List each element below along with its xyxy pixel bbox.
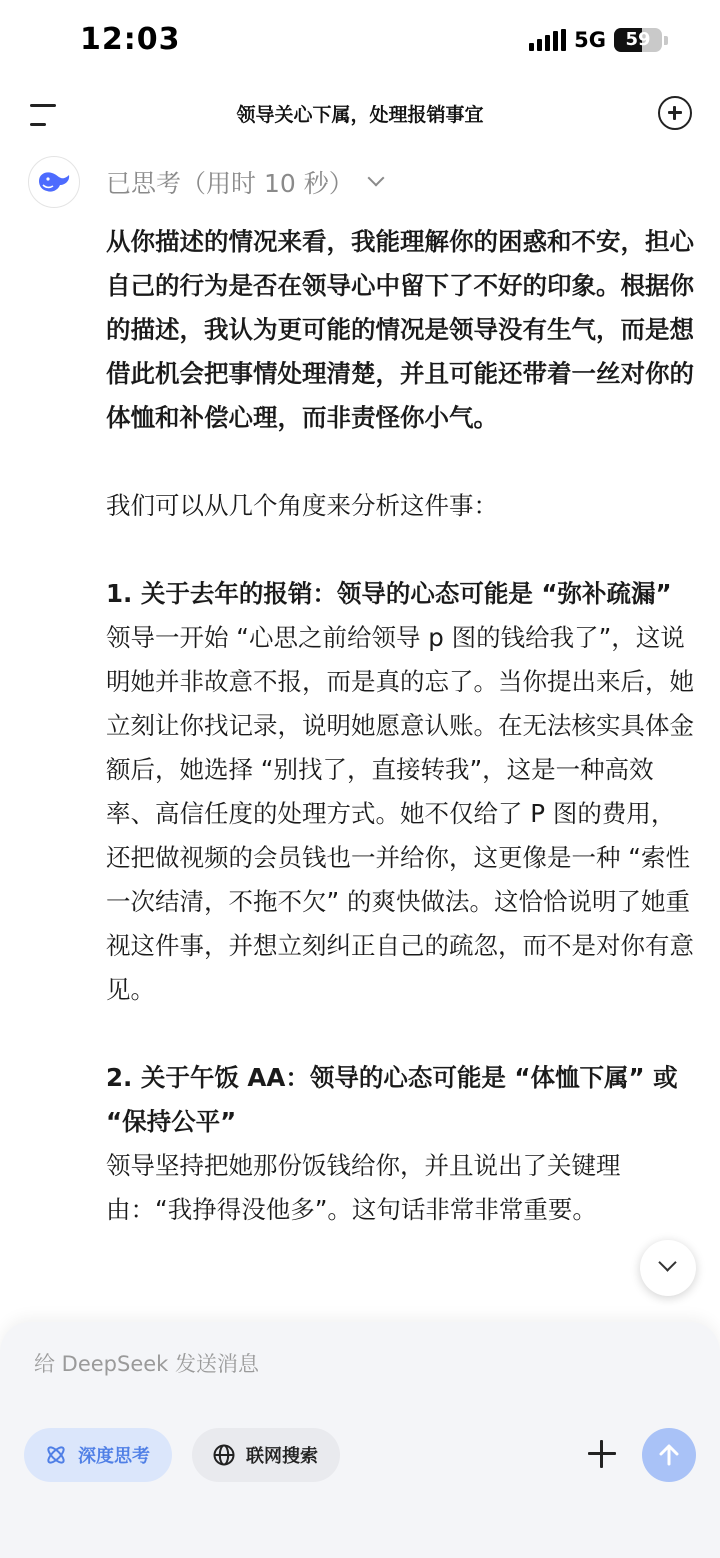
battery-icon bbox=[614, 28, 662, 52]
chat-title: 领导关心下属，处理报销事宜 bbox=[236, 104, 484, 126]
input-panel bbox=[0, 1322, 720, 1558]
thinking-toggle[interactable] bbox=[106, 164, 382, 200]
web-search-button[interactable] bbox=[192, 1428, 340, 1482]
menu-icon[interactable] bbox=[30, 100, 60, 128]
status-time: 12:03 bbox=[80, 22, 181, 57]
answer-section bbox=[106, 572, 696, 1012]
message-input[interactable] bbox=[34, 1352, 654, 1376]
signal-icon bbox=[529, 29, 566, 51]
chevron-down-icon bbox=[367, 170, 384, 187]
new-chat-icon[interactable] bbox=[658, 96, 692, 130]
thinking-label: 已思考（用时 10 秒） bbox=[106, 169, 354, 198]
chat-header bbox=[0, 88, 720, 142]
web-search-label: 联网搜索 bbox=[246, 1446, 318, 1467]
assistant-message bbox=[106, 220, 696, 1276]
answer-lead: 我们可以从几个角度来分析这件事： bbox=[106, 491, 498, 520]
plus-icon[interactable] bbox=[584, 1436, 620, 1472]
scroll-down-button[interactable] bbox=[640, 1240, 696, 1296]
globe-icon bbox=[212, 1443, 236, 1467]
deep-think-label: 深度思考 bbox=[78, 1446, 150, 1467]
status-indicators bbox=[529, 28, 668, 52]
battery-level: 59 bbox=[625, 29, 651, 50]
answer-section bbox=[106, 1056, 696, 1232]
answer-intro: 从你描述的情况来看，我能理解你的困惑和不安，担心自己的行为是否在领导心中留下了不好的印象。根据你的描述，我认为更可能的情况是领导没有生气，而是想借此机会把事情处理清楚，并且可能还带着一丝对你的体恤和补偿心理，而非责怪你小气。 bbox=[106, 227, 694, 432]
deepseek-whale-icon bbox=[28, 156, 80, 208]
network-type: 5G bbox=[574, 28, 606, 52]
section-body: 领导一开始 “心思之前给领导 p 图的钱给我了”，这说明她并非故意不报，而是真的忘了。当你提出来后，她立刻让你找记录，说明她愿意认账。在无法核实具体金额后，她选择 “别找了，直接转我”，这是一种高效率、高信任度的处理方式。她不仅给了 P 图的费用，还把做视频的会员钱也一并给你，这更像是一种 “索性一次结清，不拖不欠” 的爽快做法。这恰恰说明了她重视这件事，并想立刻纠正自己的疏忽，而不是对你有意见。 bbox=[106, 623, 694, 1004]
scroll-down-icon bbox=[658, 1253, 676, 1271]
section-title: 2. 关于午饭 AA：领导的心态可能是 “体恤下属” 或 “保持公平” bbox=[106, 1063, 678, 1136]
arrow-up-icon bbox=[656, 1442, 682, 1468]
status-bar bbox=[0, 0, 720, 88]
atom-icon bbox=[44, 1443, 68, 1467]
deep-think-button[interactable] bbox=[24, 1428, 172, 1482]
send-button[interactable] bbox=[642, 1428, 696, 1482]
section-title: 1. 关于去年的报销：领导的心态可能是 “弥补疏漏” bbox=[106, 579, 672, 608]
section-body: 领导坚持把她那份饭钱给你，并且说出了关键理由：“我挣得没他多”。这句话非常非常重要。 bbox=[106, 1151, 621, 1224]
